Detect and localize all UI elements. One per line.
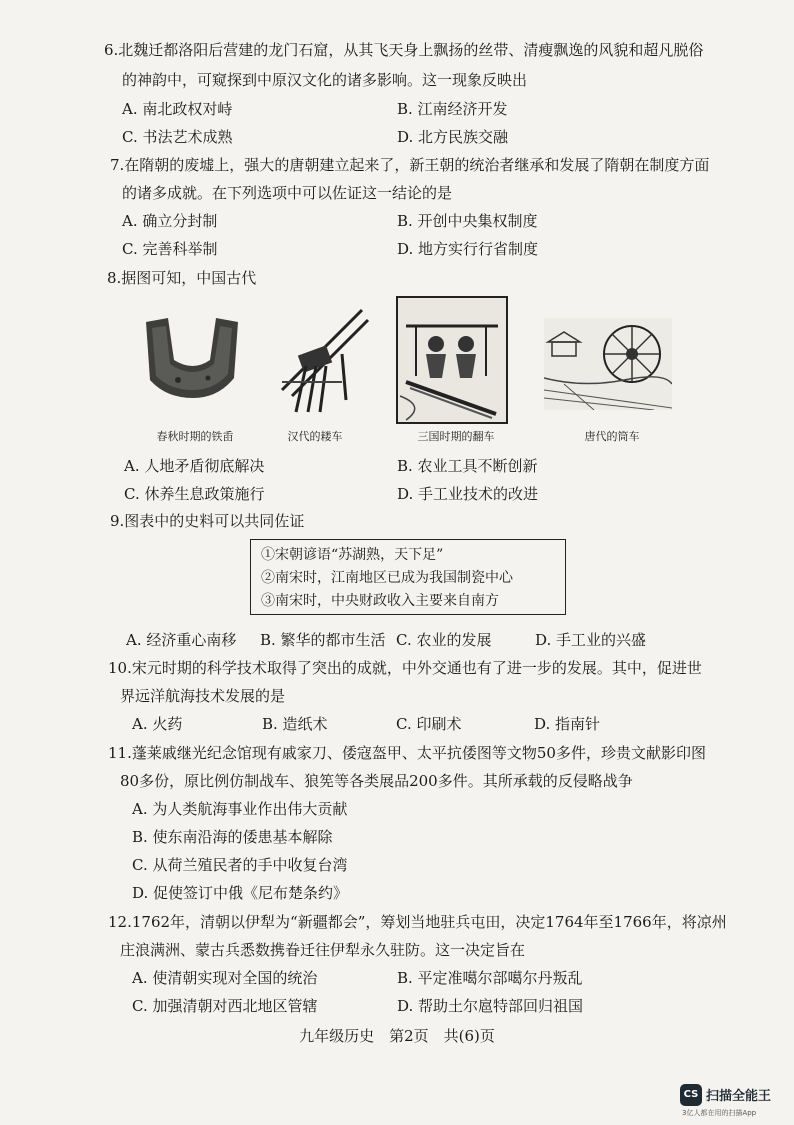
q10-option-c: C. 印刷术 xyxy=(396,715,462,733)
q11-option-b: B. 使东南沿海的倭患基本解除 xyxy=(132,828,333,846)
q10-stem-line1: 10.宋元时期的科学技术取得了突出的成就，中外交通也有了进一步的发展。其中，促进世 xyxy=(108,659,702,677)
q6-option-b: B. 江南经济开发 xyxy=(397,100,508,118)
q9-option-d: D. 手工业的兴盛 xyxy=(535,631,647,649)
seed-drill-image xyxy=(262,300,372,420)
q12-option-b: B. 平定准噶尔部噶尔丹叛乱 xyxy=(397,969,583,987)
q8-option-b: B. 农业工具不断创新 xyxy=(397,457,538,475)
q9-option-a: A. 经济重心南移 xyxy=(126,631,237,649)
q6-option-c: C. 书法艺术成熟 xyxy=(122,128,233,146)
q10-stem-line2: 界远洋航海技术发展的是 xyxy=(120,687,286,705)
scanner-watermark xyxy=(680,1082,790,1118)
q6-stem-line2: 的神韵中，可窥探到中原汉文化的诸多影响。这一现象反映出 xyxy=(122,71,528,89)
q7-option-d: D. 地方实行行省制度 xyxy=(397,240,539,258)
q8-caption-3: 三国时期的翻车 xyxy=(417,430,495,443)
watermark-name: 扫描全能王 xyxy=(706,1089,772,1104)
watermark-tagline: 3亿人都在用的扫描App xyxy=(682,1109,757,1117)
q8-caption-1: 春秋时期的铁臿 xyxy=(156,430,234,443)
q8-option-c: C. 休养生息政策施行 xyxy=(124,485,265,503)
q10-option-b: B. 造纸术 xyxy=(262,715,328,733)
q11-option-a: A. 为人类航海事业作出伟大贡献 xyxy=(132,800,348,818)
camscanner-logo-icon: CS xyxy=(680,1084,702,1106)
q9-option-c: C. 农业的发展 xyxy=(396,631,492,649)
q9-source-box xyxy=(250,539,566,615)
q7-stem-line2: 的诸多成就。在下列选项中可以佐证这一结论的是 xyxy=(122,184,453,202)
q8-caption-4: 唐代的筒车 xyxy=(584,430,640,443)
q7-option-a: A. 确立分封制 xyxy=(122,212,218,230)
q11-stem-line2: 80多份，原比例仿制战车、狼筅等各类展品200多件。其所承载的反侵略战争 xyxy=(120,772,633,790)
q12-stem-line1: 12.1762年，清朝以伊犁为“新疆都会”，筹划当地驻兵屯田，决定1764年至1766年，将凉州 xyxy=(108,913,727,931)
q6-option-d: D. 北方民族交融 xyxy=(397,128,509,146)
page-footer: 九年级历史 第2页 共(6)页 xyxy=(299,1027,495,1045)
q11-option-d: D. 促使签订中俄《尼布楚条约》 xyxy=(132,884,349,902)
q7-option-b: B. 开创中央集权制度 xyxy=(397,212,538,230)
q11-option-c: C. 从荷兰殖民者的手中收复台湾 xyxy=(132,856,348,874)
q12-option-d: D. 帮助土尔扈特部回归祖国 xyxy=(397,997,584,1015)
q10-option-a: A. 火药 xyxy=(132,715,183,733)
water-wheel-image xyxy=(544,318,672,410)
q9-option-b: B. 繁华的都市生活 xyxy=(260,631,386,649)
q9-source-1: ①宋朝谚语“苏湖熟，天下足” xyxy=(261,547,444,563)
q9-stem: 9.图表中的史料可以共同佐证 xyxy=(110,512,305,530)
q6-option-a: A. 南北政权对峙 xyxy=(122,100,233,118)
chain-pump-image xyxy=(396,296,508,424)
q12-option-a: A. 使清朝实现对全国的统治 xyxy=(132,969,318,987)
q9-source-2: ②南宋时，江南地区已成为我国制瓷中心 xyxy=(261,570,513,586)
q8-caption-2: 汉代的耧车 xyxy=(287,430,343,443)
q9-source-3: ③南宋时，中央财政收入主要来自南方 xyxy=(261,593,499,609)
q8-stem: 8.据图可知，中国古代 xyxy=(107,269,257,287)
q8-option-a: A. 人地矛盾彻底解决 xyxy=(124,457,265,475)
q10-option-d: D. 指南针 xyxy=(534,715,601,733)
q6-stem-line1: 6.北魏迁都洛阳后营建的龙门石窟，从其飞天身上飘扬的丝带、清瘦飘逸的风貌和超凡脱俗 xyxy=(104,41,704,59)
q7-option-c: C. 完善科举制 xyxy=(122,240,218,258)
q11-stem-line1: 11.蓬莱戚继光纪念馆现有戚家刀、倭寇盔甲、太平抗倭图等文物50多件，珍贵文献影印图 xyxy=(108,744,706,762)
q7-stem-line1: 7.在隋朝的废墟上，强大的唐朝建立起来了，新王朝的统治者继承和发展了隋朝在制度方面 xyxy=(110,156,710,174)
q8-option-d: D. 手工业技术的改进 xyxy=(397,485,539,503)
iron-spade-image xyxy=(138,308,248,400)
q12-option-c: C. 加强清朝对西北地区管辖 xyxy=(132,997,318,1015)
q12-stem-line2: 庄浪满洲、蒙古兵悉数携眷迁往伊犁永久驻防。这一决定旨在 xyxy=(120,941,526,959)
